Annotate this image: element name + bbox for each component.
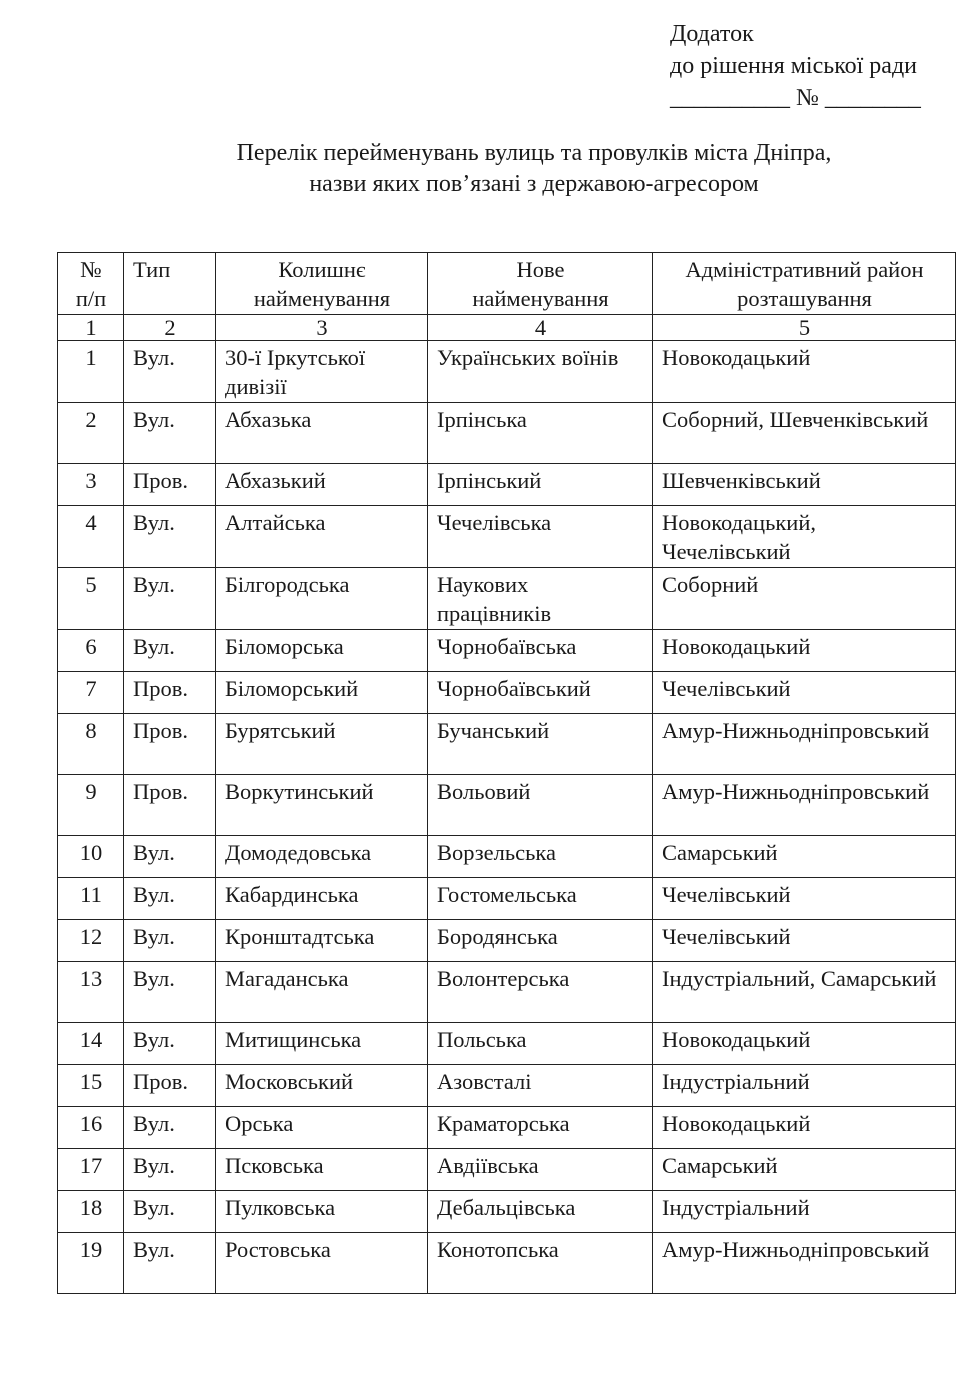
row-number: 16: [58, 1107, 124, 1149]
row-new-name: Польська: [428, 1023, 653, 1065]
row-old-name: Білгородська: [216, 568, 428, 630]
table-row: [58, 506, 956, 568]
header-district: Адміністративний район розташування: [653, 253, 956, 315]
row-number: 15: [58, 1065, 124, 1107]
row-number: 5: [58, 568, 124, 630]
row-number: 17: [58, 1149, 124, 1191]
row-type: Вул.: [124, 630, 216, 672]
row-type: Вул.: [124, 1191, 216, 1233]
table-row: [58, 568, 956, 630]
row-number: 3: [58, 464, 124, 506]
table-row: [58, 920, 956, 962]
row-new-name: Чорнобаївська: [428, 630, 653, 672]
table-row: [58, 775, 956, 836]
col-index: 3: [216, 315, 428, 341]
row-old-name: Кабардинська: [216, 878, 428, 920]
row-number: 12: [58, 920, 124, 962]
row-new-name: Краматорська: [428, 1107, 653, 1149]
header-new-name: Нове найменування: [428, 253, 653, 315]
table-row: [58, 403, 956, 464]
appendix-decision: до рішення міської ради: [670, 53, 918, 79]
row-old-name: Абхазька: [216, 403, 428, 464]
col-index: 5: [653, 315, 956, 341]
row-district: Індустріальний, Самарський: [653, 962, 956, 1023]
row-type: Вул.: [124, 1023, 216, 1065]
row-type: Вул.: [124, 878, 216, 920]
title-line-1: Перелік перейменувань вулиць та провулків міста Дніпра,: [236, 140, 832, 166]
row-old-name: Бурятський: [216, 714, 428, 775]
row-number: 13: [58, 962, 124, 1023]
row-new-name: Бородянська: [428, 920, 653, 962]
row-new-name: Бучанський: [428, 714, 653, 775]
row-district: Самарський: [653, 836, 956, 878]
row-type: Пров.: [124, 1065, 216, 1107]
row-number: 10: [58, 836, 124, 878]
row-new-name: Авдіївська: [428, 1149, 653, 1191]
row-type: Пров.: [124, 775, 216, 836]
table-row: [58, 1065, 956, 1107]
row-district: Амур-Нижньодніпровський: [653, 714, 956, 775]
row-new-name: Ворзельська: [428, 836, 653, 878]
row-type: Вул.: [124, 1233, 216, 1294]
row-number: 19: [58, 1233, 124, 1294]
table-row: [58, 630, 956, 672]
row-new-name: Ірпінська: [428, 403, 653, 464]
row-district: Чечелівський: [653, 672, 956, 714]
row-number: 14: [58, 1023, 124, 1065]
row-number: 6: [58, 630, 124, 672]
row-number: 7: [58, 672, 124, 714]
table-row: [58, 836, 956, 878]
row-old-name: Митищинська: [216, 1023, 428, 1065]
row-district: Амур-Нижньодніпровський: [653, 1233, 956, 1294]
row-district: Новокодацький: [653, 1107, 956, 1149]
table-row: [58, 464, 956, 506]
col-index: 2: [124, 315, 216, 341]
row-type: Пров.: [124, 464, 216, 506]
row-district: Новокодацький, Чечелівський: [653, 506, 956, 568]
row-new-name: Наукових працівників: [428, 568, 653, 630]
row-old-name: Біломорський: [216, 672, 428, 714]
header-type: Тип: [124, 253, 216, 315]
row-district: Індустріальний: [653, 1191, 956, 1233]
header-old-name: Колишнє найменування: [216, 253, 428, 315]
row-type: Вул.: [124, 1149, 216, 1191]
row-number: 1: [58, 341, 124, 403]
row-type: Вул.: [124, 568, 216, 630]
appendix-block: [670, 18, 921, 114]
row-new-name: Волонтерська: [428, 962, 653, 1023]
table-row: [58, 878, 956, 920]
col-index: 1: [58, 315, 124, 341]
row-district: Самарський: [653, 1149, 956, 1191]
table-row: [58, 962, 956, 1023]
row-old-name: Біломорська: [216, 630, 428, 672]
row-old-name: Кронштадтська: [216, 920, 428, 962]
row-new-name: Вольовий: [428, 775, 653, 836]
row-number: 18: [58, 1191, 124, 1233]
row-old-name: Московський: [216, 1065, 428, 1107]
row-new-name: Конотопська: [428, 1233, 653, 1294]
row-type: Вул.: [124, 962, 216, 1023]
table-row: [58, 1233, 956, 1294]
row-new-name: Українських воїнів: [428, 341, 653, 403]
row-district: Новокодацький: [653, 630, 956, 672]
renaming-table: [57, 252, 956, 1294]
row-district: Шевченківський: [653, 464, 956, 506]
row-number: 2: [58, 403, 124, 464]
row-new-name: Азовсталі: [428, 1065, 653, 1107]
table-row: [58, 672, 956, 714]
row-type: Вул.: [124, 1107, 216, 1149]
document-title: [0, 138, 978, 200]
col-index: 4: [428, 315, 653, 341]
title-line-2: назви яких пов’язані з державою-агресором: [309, 171, 759, 197]
row-district: Індустріальний: [653, 1065, 956, 1107]
row-type: Пров.: [124, 672, 216, 714]
row-district: Соборний: [653, 568, 956, 630]
row-type: Вул.: [124, 836, 216, 878]
row-type: Вул.: [124, 341, 216, 403]
row-old-name: Алтайська: [216, 506, 428, 568]
row-old-name: 30-ї Іркутської дивізії: [216, 341, 428, 403]
row-district: Амур-Нижньодніпровський: [653, 775, 956, 836]
row-old-name: Воркутинський: [216, 775, 428, 836]
row-district: Чечелівський: [653, 878, 956, 920]
row-new-name: Чечелівська: [428, 506, 653, 568]
row-old-name: Псковська: [216, 1149, 428, 1191]
row-district: Чечелівський: [653, 920, 956, 962]
appendix-title: Додаток: [670, 21, 754, 47]
row-new-name: Ірпінський: [428, 464, 653, 506]
row-number: 4: [58, 506, 124, 568]
row-old-name: Магаданська: [216, 962, 428, 1023]
row-type: Пров.: [124, 714, 216, 775]
table-row: [58, 1107, 956, 1149]
row-old-name: Абхазький: [216, 464, 428, 506]
row-old-name: Домодедовська: [216, 836, 428, 878]
table-row: [58, 1149, 956, 1191]
row-new-name: Дебальцівська: [428, 1191, 653, 1233]
table-row: [58, 1023, 956, 1065]
table-row: [58, 341, 956, 403]
row-district: Новокодацький: [653, 1023, 956, 1065]
row-type: Вул.: [124, 920, 216, 962]
table-row: [58, 714, 956, 775]
row-district: Новокодацький: [653, 341, 956, 403]
row-number: 8: [58, 714, 124, 775]
row-number: 9: [58, 775, 124, 836]
row-type: Вул.: [124, 403, 216, 464]
row-district: Соборний, Шевченківський: [653, 403, 956, 464]
header-number: № п/п: [58, 253, 124, 315]
row-new-name: Гостомельська: [428, 878, 653, 920]
row-old-name: Орська: [216, 1107, 428, 1149]
row-new-name: Чорнобаївський: [428, 672, 653, 714]
row-old-name: Пулковська: [216, 1191, 428, 1233]
row-number: 11: [58, 878, 124, 920]
row-type: Вул.: [124, 506, 216, 568]
table-row: [58, 1191, 956, 1233]
appendix-number-line: __________ № ________: [670, 85, 921, 111]
row-old-name: Ростовська: [216, 1233, 428, 1294]
